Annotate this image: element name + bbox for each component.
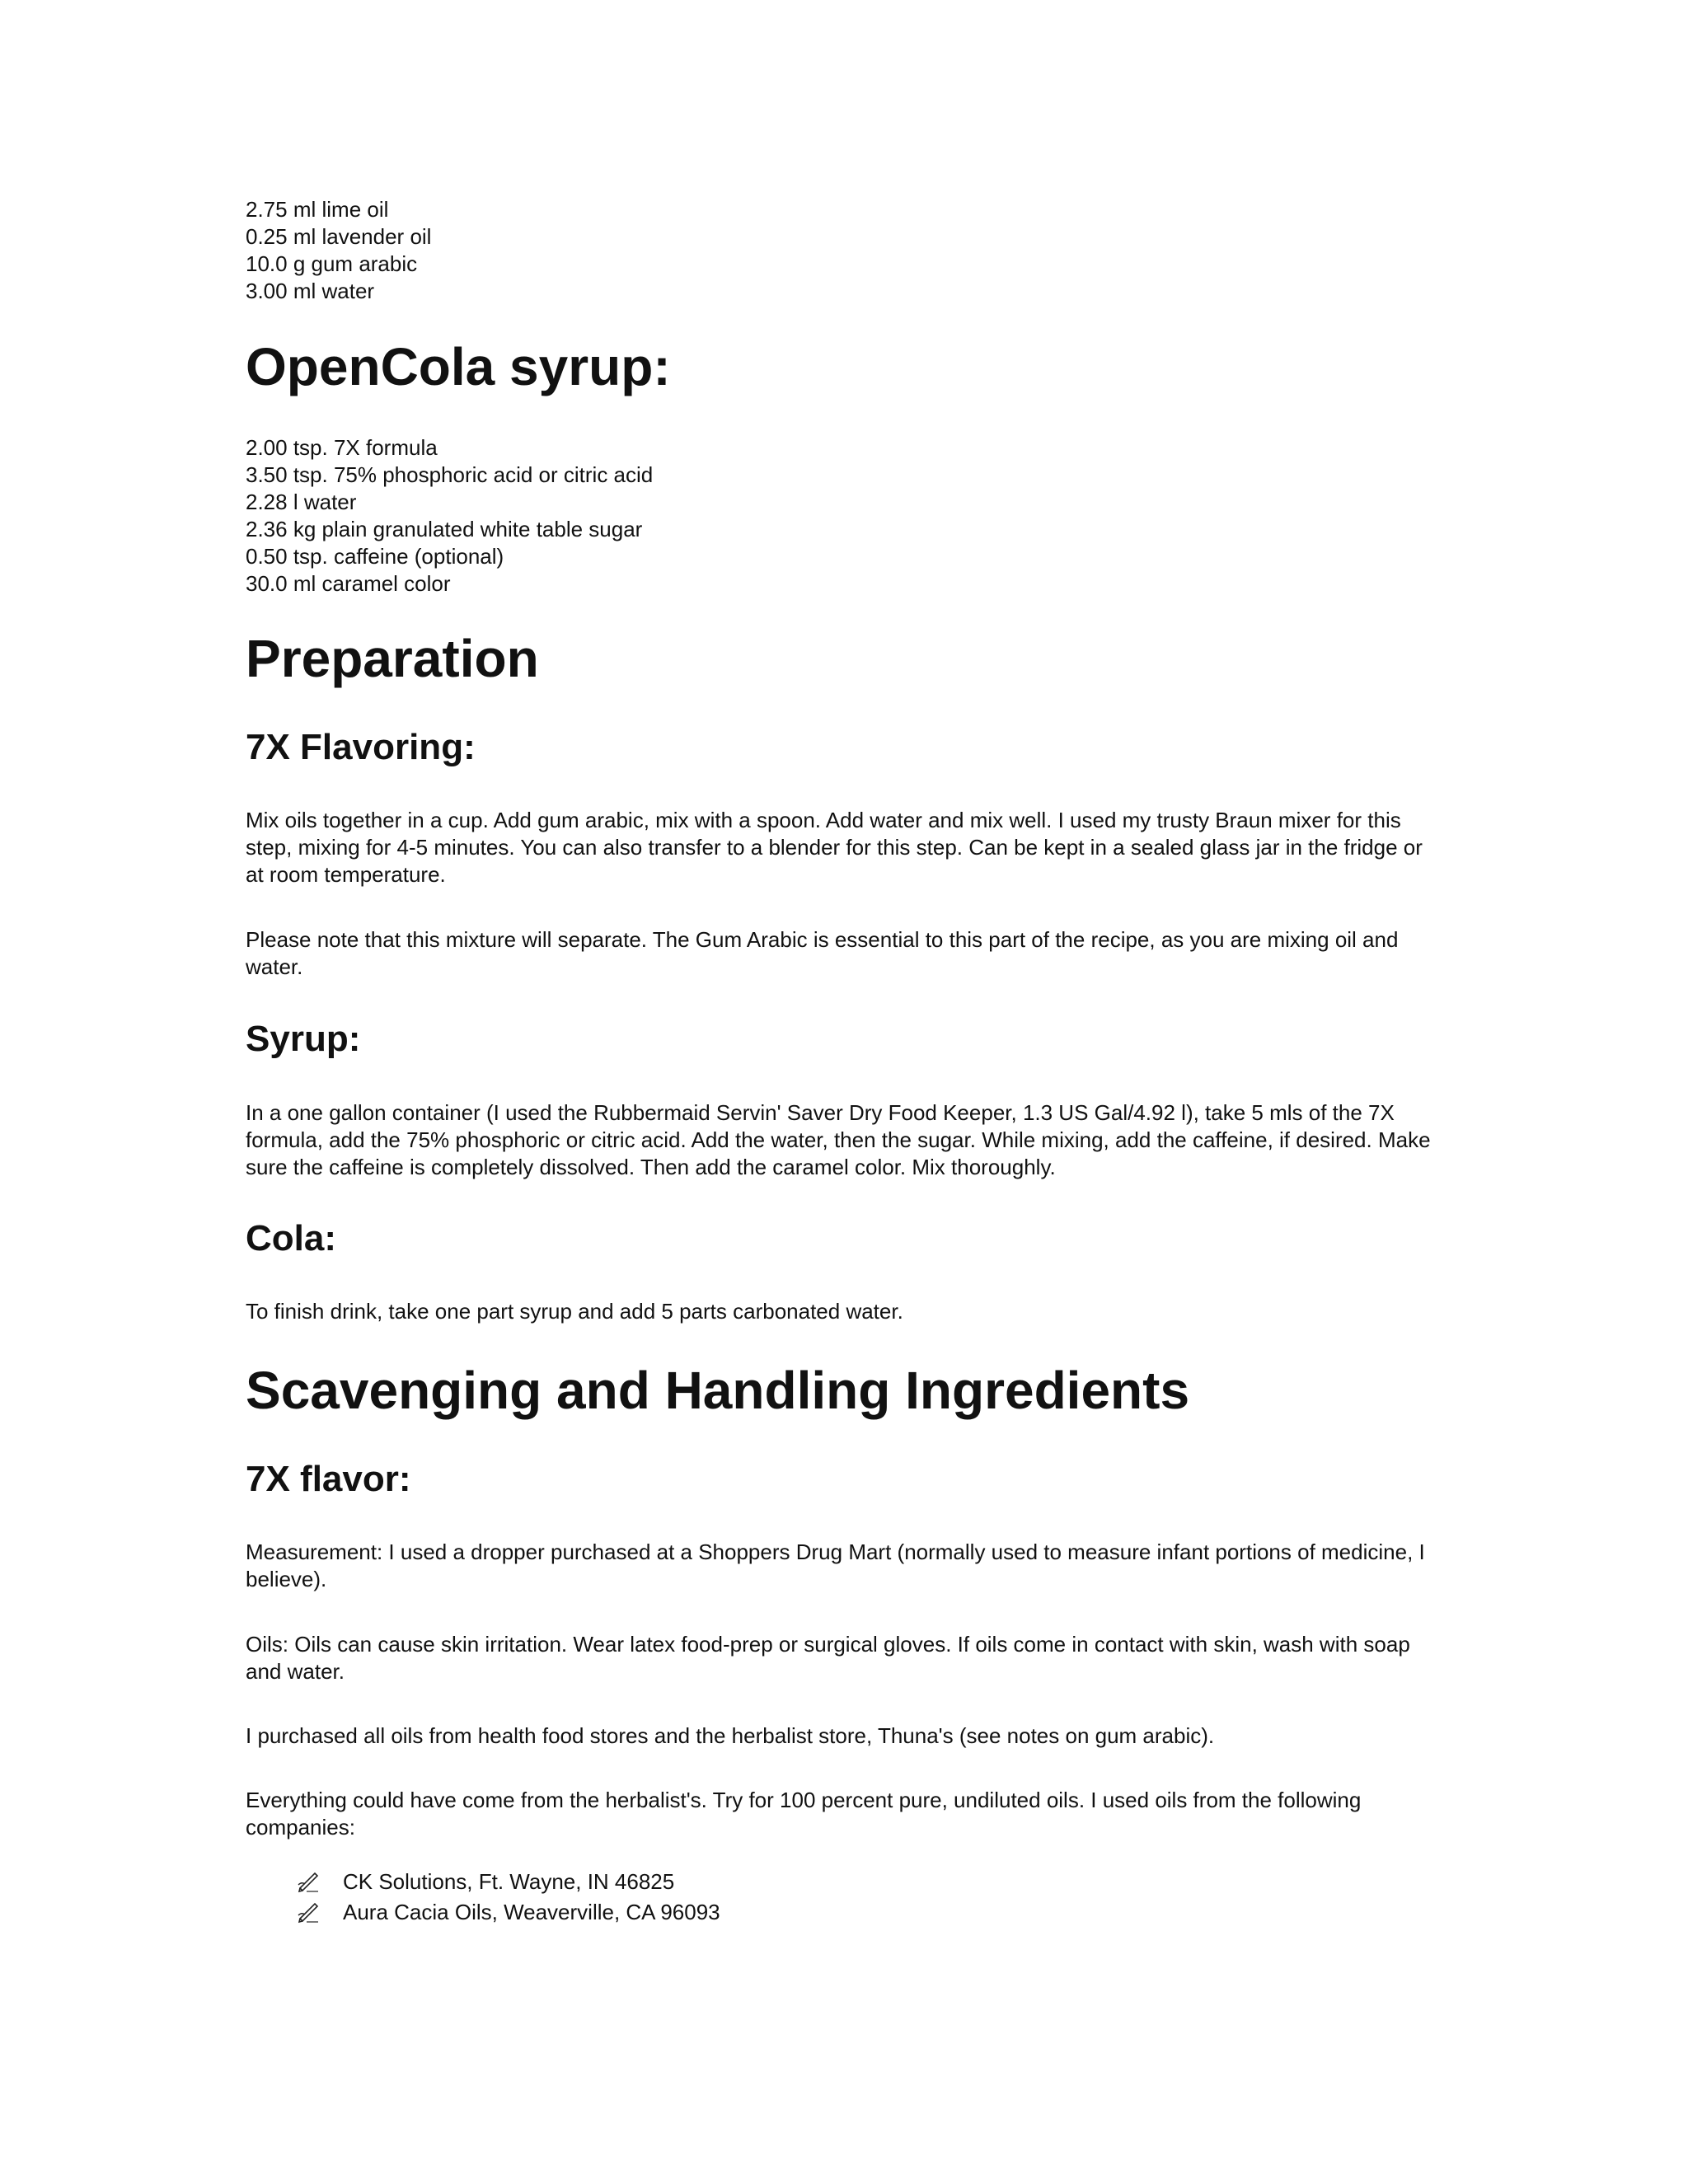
- measurement-paragraph: Measurement: I used a dropper purchased at a Shoppers Drug Mart (normally used to measure infant portions of medicine, I believe).: [246, 1540, 1425, 1591]
- list-item: [246, 1897, 1441, 1928]
- company-list: [246, 1867, 1441, 1928]
- flavoring-paragraph-2: Please note that this mixture will separate. The Gum Arabic is essential to this part of the recipe, as you are mixing oil and water.: [246, 927, 1399, 979]
- writing-hand-icon: [297, 1868, 321, 1893]
- syrup-ingredient-list: [246, 434, 1441, 598]
- purchase-paragraph: I purchased all oils from health food stores and the herbalist store, Thuna's (see notes on gum arabic).: [246, 1723, 1215, 1748]
- syrup-paragraph: In a one gallon container (I used the Rubbermaid Servin' Saver Dry Food Keeper, 1.3 US Gal/4.92 l), take 5 mls of the 7X formula, add the 75% phosphoric or citric acid. Add the water, then the sugar. While mixing, add the caffeine, if desired. Make sure the caffeine is completely dissolved. Then add the caramel color. Mix thoroughly.: [246, 1100, 1431, 1179]
- scavenging-heading: Scavenging and Handling Ingredients: [246, 1361, 1190, 1420]
- company-name: Aura Cacia Oils, Weaverville, CA 96093: [343, 1900, 720, 1924]
- cola-heading: Cola:: [246, 1218, 336, 1258]
- preparation-heading: Preparation: [246, 629, 539, 688]
- list-item: 0.25 ml lavender oil: [246, 224, 432, 249]
- flavor-subheading: 7X flavor:: [246, 1459, 411, 1499]
- list-item: 2.36 kg plain granulated white table sugar: [246, 517, 643, 541]
- list-item: 2.00 tsp. 7X formula: [246, 435, 438, 460]
- oil-ingredient-list: [246, 196, 1441, 305]
- syrup-subheading: Syrup:: [246, 1019, 361, 1059]
- list-item: 30.0 ml caramel color: [246, 571, 451, 596]
- writing-hand-icon: [297, 1899, 321, 1924]
- flavoring-heading: 7X Flavoring:: [246, 727, 476, 767]
- list-item: 2.28 l water: [246, 490, 357, 514]
- flavoring-paragraph-1: Mix oils together in a cup. Add gum arabic, mix with a spoon. Add water and mix well. I used my trusty Braun mixer for this step, mixing for 4-5 minutes. You can also transfer to a blender for this step. Can be kept in a sealed glass jar in the fridge or at room temperature.: [246, 808, 1423, 887]
- list-item: 3.00 ml water: [246, 279, 375, 303]
- list-item: [246, 1867, 1441, 1897]
- companies-intro-paragraph: Everything could have come from the herbalist's. Try for 100 percent pure, undiluted oils. I used oils from the following companies:: [246, 1788, 1362, 1840]
- oils-paragraph: Oils: Oils can cause skin irritation. Wear latex food-prep or surgical gloves. If oils come in contact with skin, wash with soap and water.: [246, 1632, 1410, 1684]
- syrup-heading: OpenCola syrup:: [246, 337, 671, 396]
- list-item: 10.0 g gum arabic: [246, 251, 418, 276]
- list-item: 3.50 tsp. 75% phosphoric acid or citric acid: [246, 462, 654, 487]
- list-item: 2.75 ml lime oil: [246, 197, 389, 222]
- cola-paragraph: To finish drink, take one part syrup and add 5 parts carbonated water.: [246, 1299, 903, 1324]
- company-name: CK Solutions, Ft. Wayne, IN 46825: [343, 1869, 675, 1894]
- list-item: 0.50 tsp. caffeine (optional): [246, 544, 504, 569]
